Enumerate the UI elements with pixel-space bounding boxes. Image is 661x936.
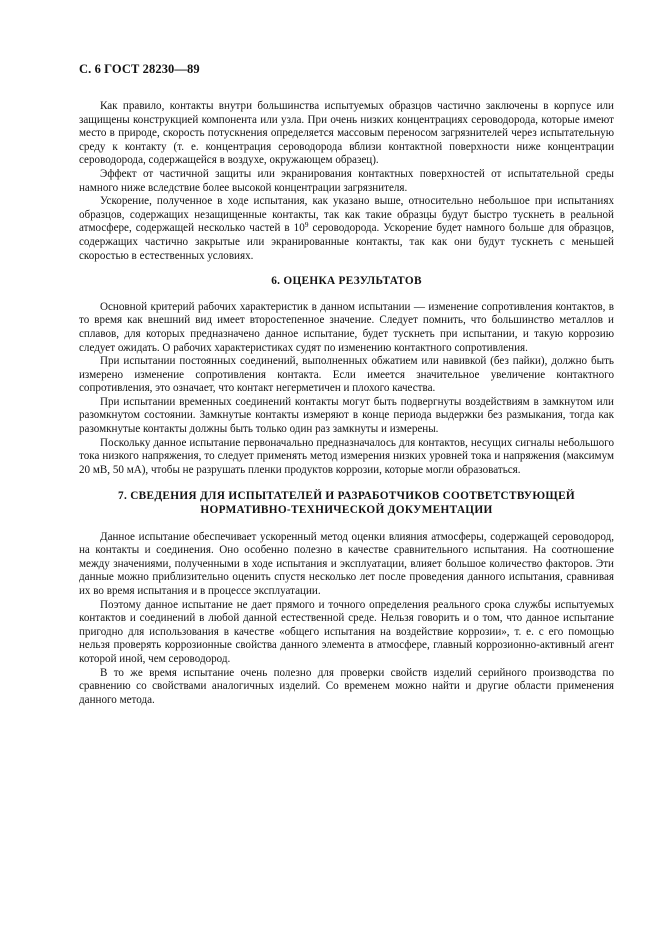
section-7-heading xyxy=(79,490,614,517)
exponent: 9 xyxy=(304,220,309,230)
section-7-paragraph: В то же время испытание очень полезно для проверки свойств изделий серийного производства по сравнению со свойствами аналогичных изделий. Со временем можно найти и другие области применения данного метода. xyxy=(79,666,614,706)
section-7-heading-line-1: 7. СВЕДЕНИЯ ДЛЯ ИСПЫТАТЕЛЕЙ И РАЗРАБОТЧИКОВ СООТВЕТСТВУЮЩЕЙ xyxy=(118,490,575,503)
section-6-heading: 6. ОЦЕНКА РЕЗУЛЬТАТОВ xyxy=(271,275,422,288)
document-body xyxy=(79,100,614,707)
intro-paragraph-3-start: Ускорение, полученное в ходе испытания, как указано выше, относительно небольшое при испытаниях образцов, содержащих незащищенные контакты, так как такие образцы будут быстро тускнеть в реальной атмосфере, содержащей несколько частей в 10 xyxy=(79,195,614,235)
intro-paragraph-1: Как правило, контакты внутри большинства испытуемых образцов частично заключены в корпусе или защищены конструкцией компонента или узла. При очень низких концентрациях сероводорода, которые имеют место в природе, скорость потускнения определяется массовым переносом загрязнителей через испытательную среду к контакту (т. е. концентрация сероводорода вблизи контактной поверхности ниже концентрации сероводорода, содержащейся в воздухе, окружающем образец). xyxy=(79,100,614,167)
intro-paragraph-2: Эффект от частичной защиты или экранирования контактных поверхностей от испытательной среды намного ниже вследствие более высокой концентрации загрязнителя. xyxy=(79,167,614,194)
section-6-paragraph: Основной критерий рабочих характеристик в данном испытании — изменение сопротивления контактов, в то время как внешний вид имеет второстепенное значение. Следует помнить, что большинство металлов и сплавов, для которых предназначено данное испытание, будет тускнеть при испытании, и такую коррозию следует ожидать. О рабочих характеристиках судят по изменению контактного сопротивления. xyxy=(79,300,614,354)
section-6-paragraph: Поскольку данное испытание первоначально предназначалось для контактов, несущих сигналы небольшого тока низкого напряжения, то следует применять метод измерения низких уровней тока и напряжения (максимум 20 мВ, 50 мА), чтобы не разрушать пленки продуктов коррозии, которые могли образоваться. xyxy=(79,436,614,476)
page-header: С. 6 ГОСТ 28230—89 xyxy=(79,62,200,76)
section-6-paragraph: При испытании временных соединений контакты могут быть подвергнуты воздействиям в замкнутом или разомкнутом состоянии. Замкнутые контакты измеряют в конце периода выдержки без размыкания, тогда как разомкнутые контакты должны быть только один раз замкнуты и измерены. xyxy=(79,395,614,436)
section-7-paragraph: Данное испытание обеспечивает ускоренный метод оценки влияния атмосферы, содержащей сероводород, на контакты и соединения. Оно особенно полезно в качестве сравнительного испытания. На соотношение между значениями, полученными в ходе испытания и эксплуатации, влияет большое количество факторов. Эти данные можно приблизительно оценить спустя несколько лет после проведения данного испытания, сравнивая их во время испытания и в процессе эксплуатации. xyxy=(79,530,614,597)
section-7-heading-line-2: НОРМАТИВНО-ТЕХНИЧЕСКОЙ ДОКУМЕНТАЦИИ xyxy=(200,504,493,517)
section-6-paragraph: При испытании постоянных соединений, выполненных обжатием или навивкой (без пайки), должно быть измерено изменение сопротивления контакта. Если имеется значительное увеличение контактного сопротивления, это означает, что контакт негерметичен и плохого качества. xyxy=(79,355,614,395)
intro-paragraph-3-end: сероводорода. Ускорение будет намного больше для образцов, содержащих частично закрытые или экранированные контакты, так как они будут тускнеть с меньшей скоростью в естественных условиях. xyxy=(79,222,614,262)
section-7-paragraph: Поэтому данное испытание не дает прямого и точного определения реального срока службы испытуемых контактов и соединений в любой данной естественной среде. Нельзя говорить и о том, что данное испытание пригодно для использования в качестве «общего испытания на воздействие коррозии», т. е. с его помощью нельзя проверять коррозионные свойства данного элемента в атмосфере, главный коррозионно-активный агент которой иной, чем сероводород. xyxy=(79,598,614,665)
intro-paragraph-3 xyxy=(79,195,614,263)
